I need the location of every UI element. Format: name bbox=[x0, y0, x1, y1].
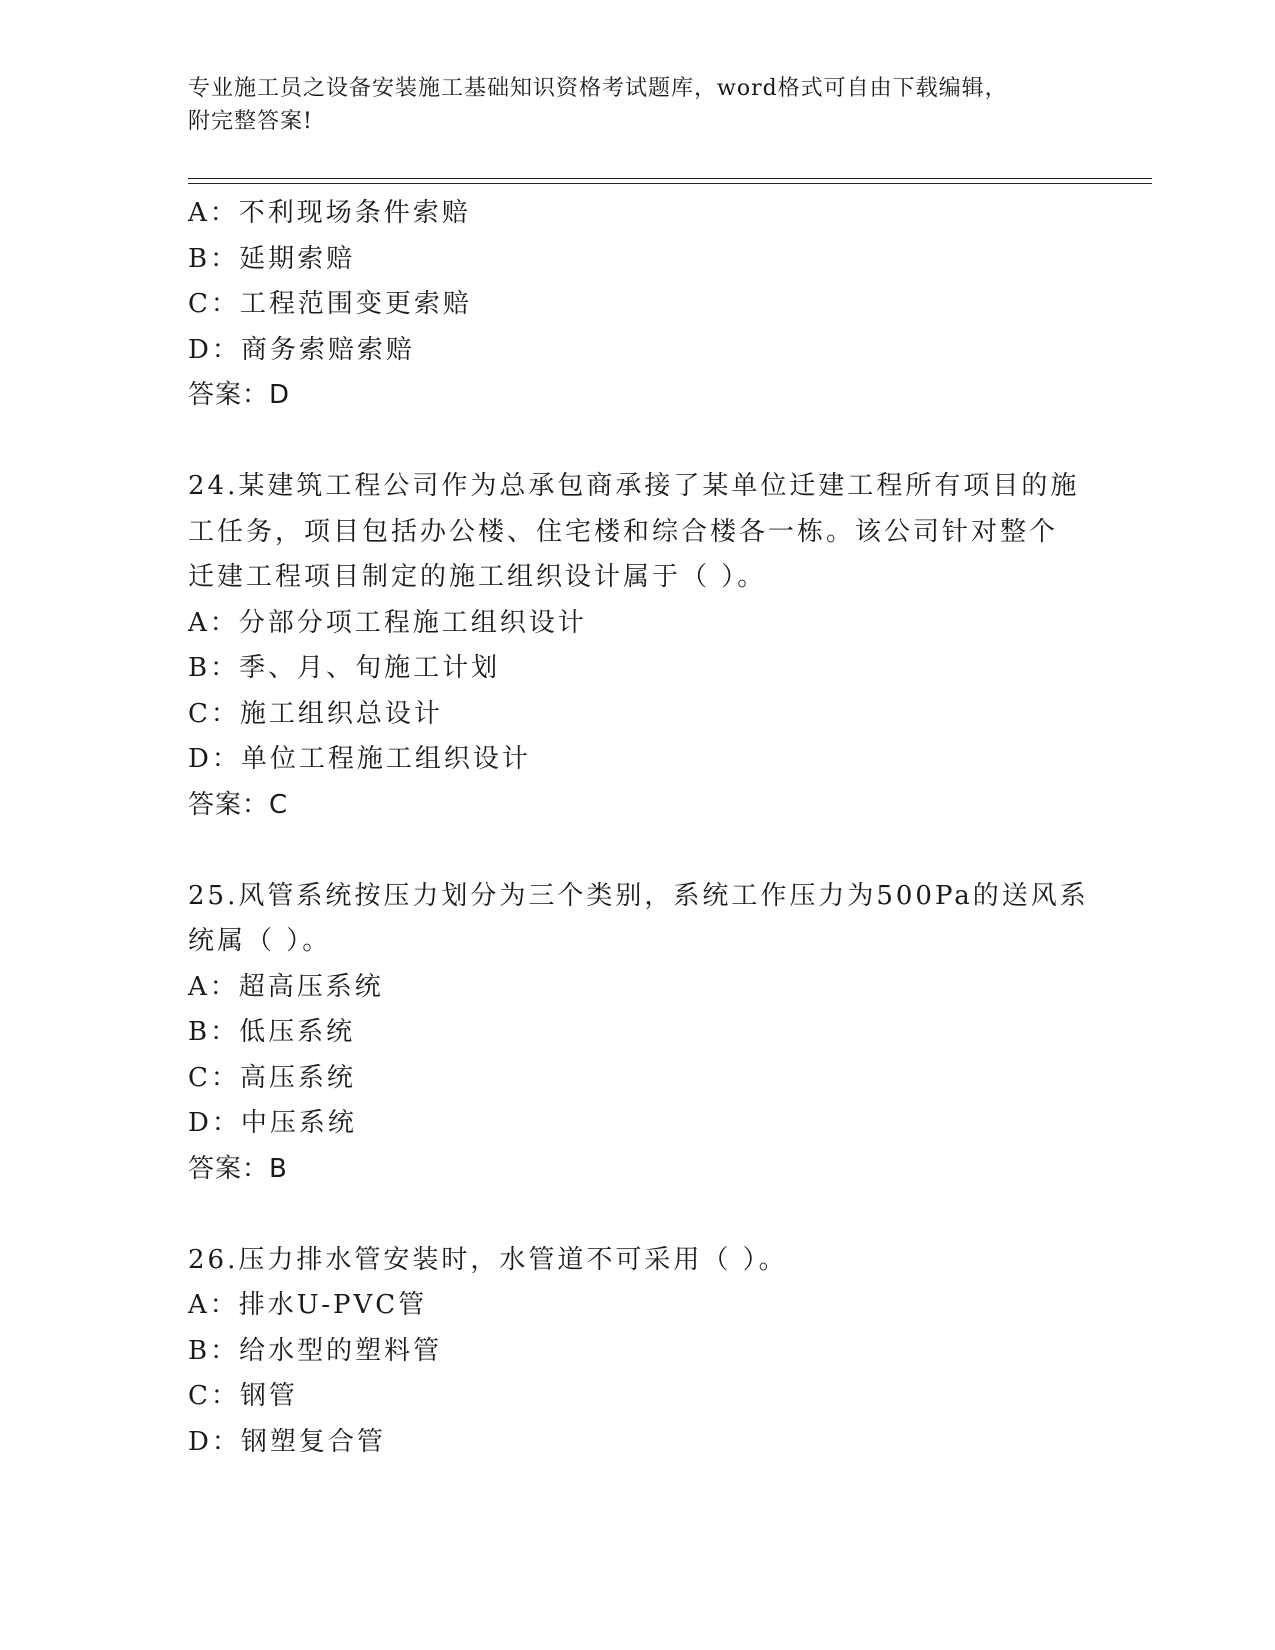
spacer bbox=[188, 1192, 1088, 1238]
option-a: A：超高压系统 bbox=[188, 971, 384, 1002]
question-stem-line: 24.某建筑工程公司作为总承包商承接了某单位迁建工程所有项目的施 bbox=[188, 471, 1080, 501]
option-a: A：不利现场条件索赔 bbox=[188, 198, 471, 228]
option-a: A：分部分项工程施工组织设计 bbox=[188, 607, 587, 638]
question-stem-line: 迁建工程项目制定的施工组织设计属于（ ）。 bbox=[188, 562, 767, 592]
option-b: B：季、月、旬施工计划 bbox=[188, 653, 501, 683]
answer-text: 答案：D bbox=[188, 380, 291, 410]
question-23 bbox=[188, 191, 1088, 419]
question-stem-line: 26.压力排水管安装时，水管道不可采用（ ）。 bbox=[188, 1244, 788, 1275]
question-stem-line: 工任务，项目包括办公楼、住宅楼和综合楼各一栋。该公司针对整个 bbox=[188, 516, 1059, 547]
option-c: C：施工组织总设计 bbox=[188, 698, 443, 729]
option-b: B：延期索赔 bbox=[188, 243, 356, 274]
question-stem-line: 25.风管系统按压力划分为三个类别，系统工作压力为500Pa的送风系 bbox=[188, 880, 1089, 911]
question-stem-line: 统属（ ）。 bbox=[188, 926, 332, 956]
answer-text: 答案：B bbox=[188, 1153, 288, 1184]
spacer bbox=[188, 419, 1088, 465]
question-list bbox=[188, 191, 1088, 1465]
answer-text: 答案：C bbox=[188, 789, 289, 820]
option-a: A：排水U-PVC管 bbox=[188, 1290, 428, 1320]
option-c: C：钢管 bbox=[188, 1381, 298, 1411]
option-d: D：钢塑复合管 bbox=[188, 1426, 386, 1457]
spacer bbox=[188, 828, 1088, 874]
option-b: B：给水型的塑料管 bbox=[188, 1335, 443, 1366]
header-line-2: 附完整答案! bbox=[188, 109, 313, 134]
header-divider-top bbox=[188, 178, 1152, 179]
option-b: B：低压系统 bbox=[188, 1017, 356, 1047]
option-d: D：商务索赔索赔 bbox=[188, 334, 415, 365]
document-header bbox=[188, 72, 1068, 138]
option-d: D：中压系统 bbox=[188, 1108, 357, 1138]
header-line-1: 专业施工员之设备安装施工基础知识资格考试题库，word格式可自由下载编辑， bbox=[188, 76, 1008, 101]
question-26 bbox=[188, 1238, 1088, 1466]
question-24 bbox=[188, 464, 1088, 828]
option-d: D：单位工程施工组织设计 bbox=[188, 744, 531, 774]
option-c: C：工程范围变更索赔 bbox=[188, 289, 472, 319]
question-25 bbox=[188, 874, 1088, 1193]
header-divider-bottom bbox=[188, 183, 1152, 184]
option-c: C：高压系统 bbox=[188, 1062, 356, 1093]
